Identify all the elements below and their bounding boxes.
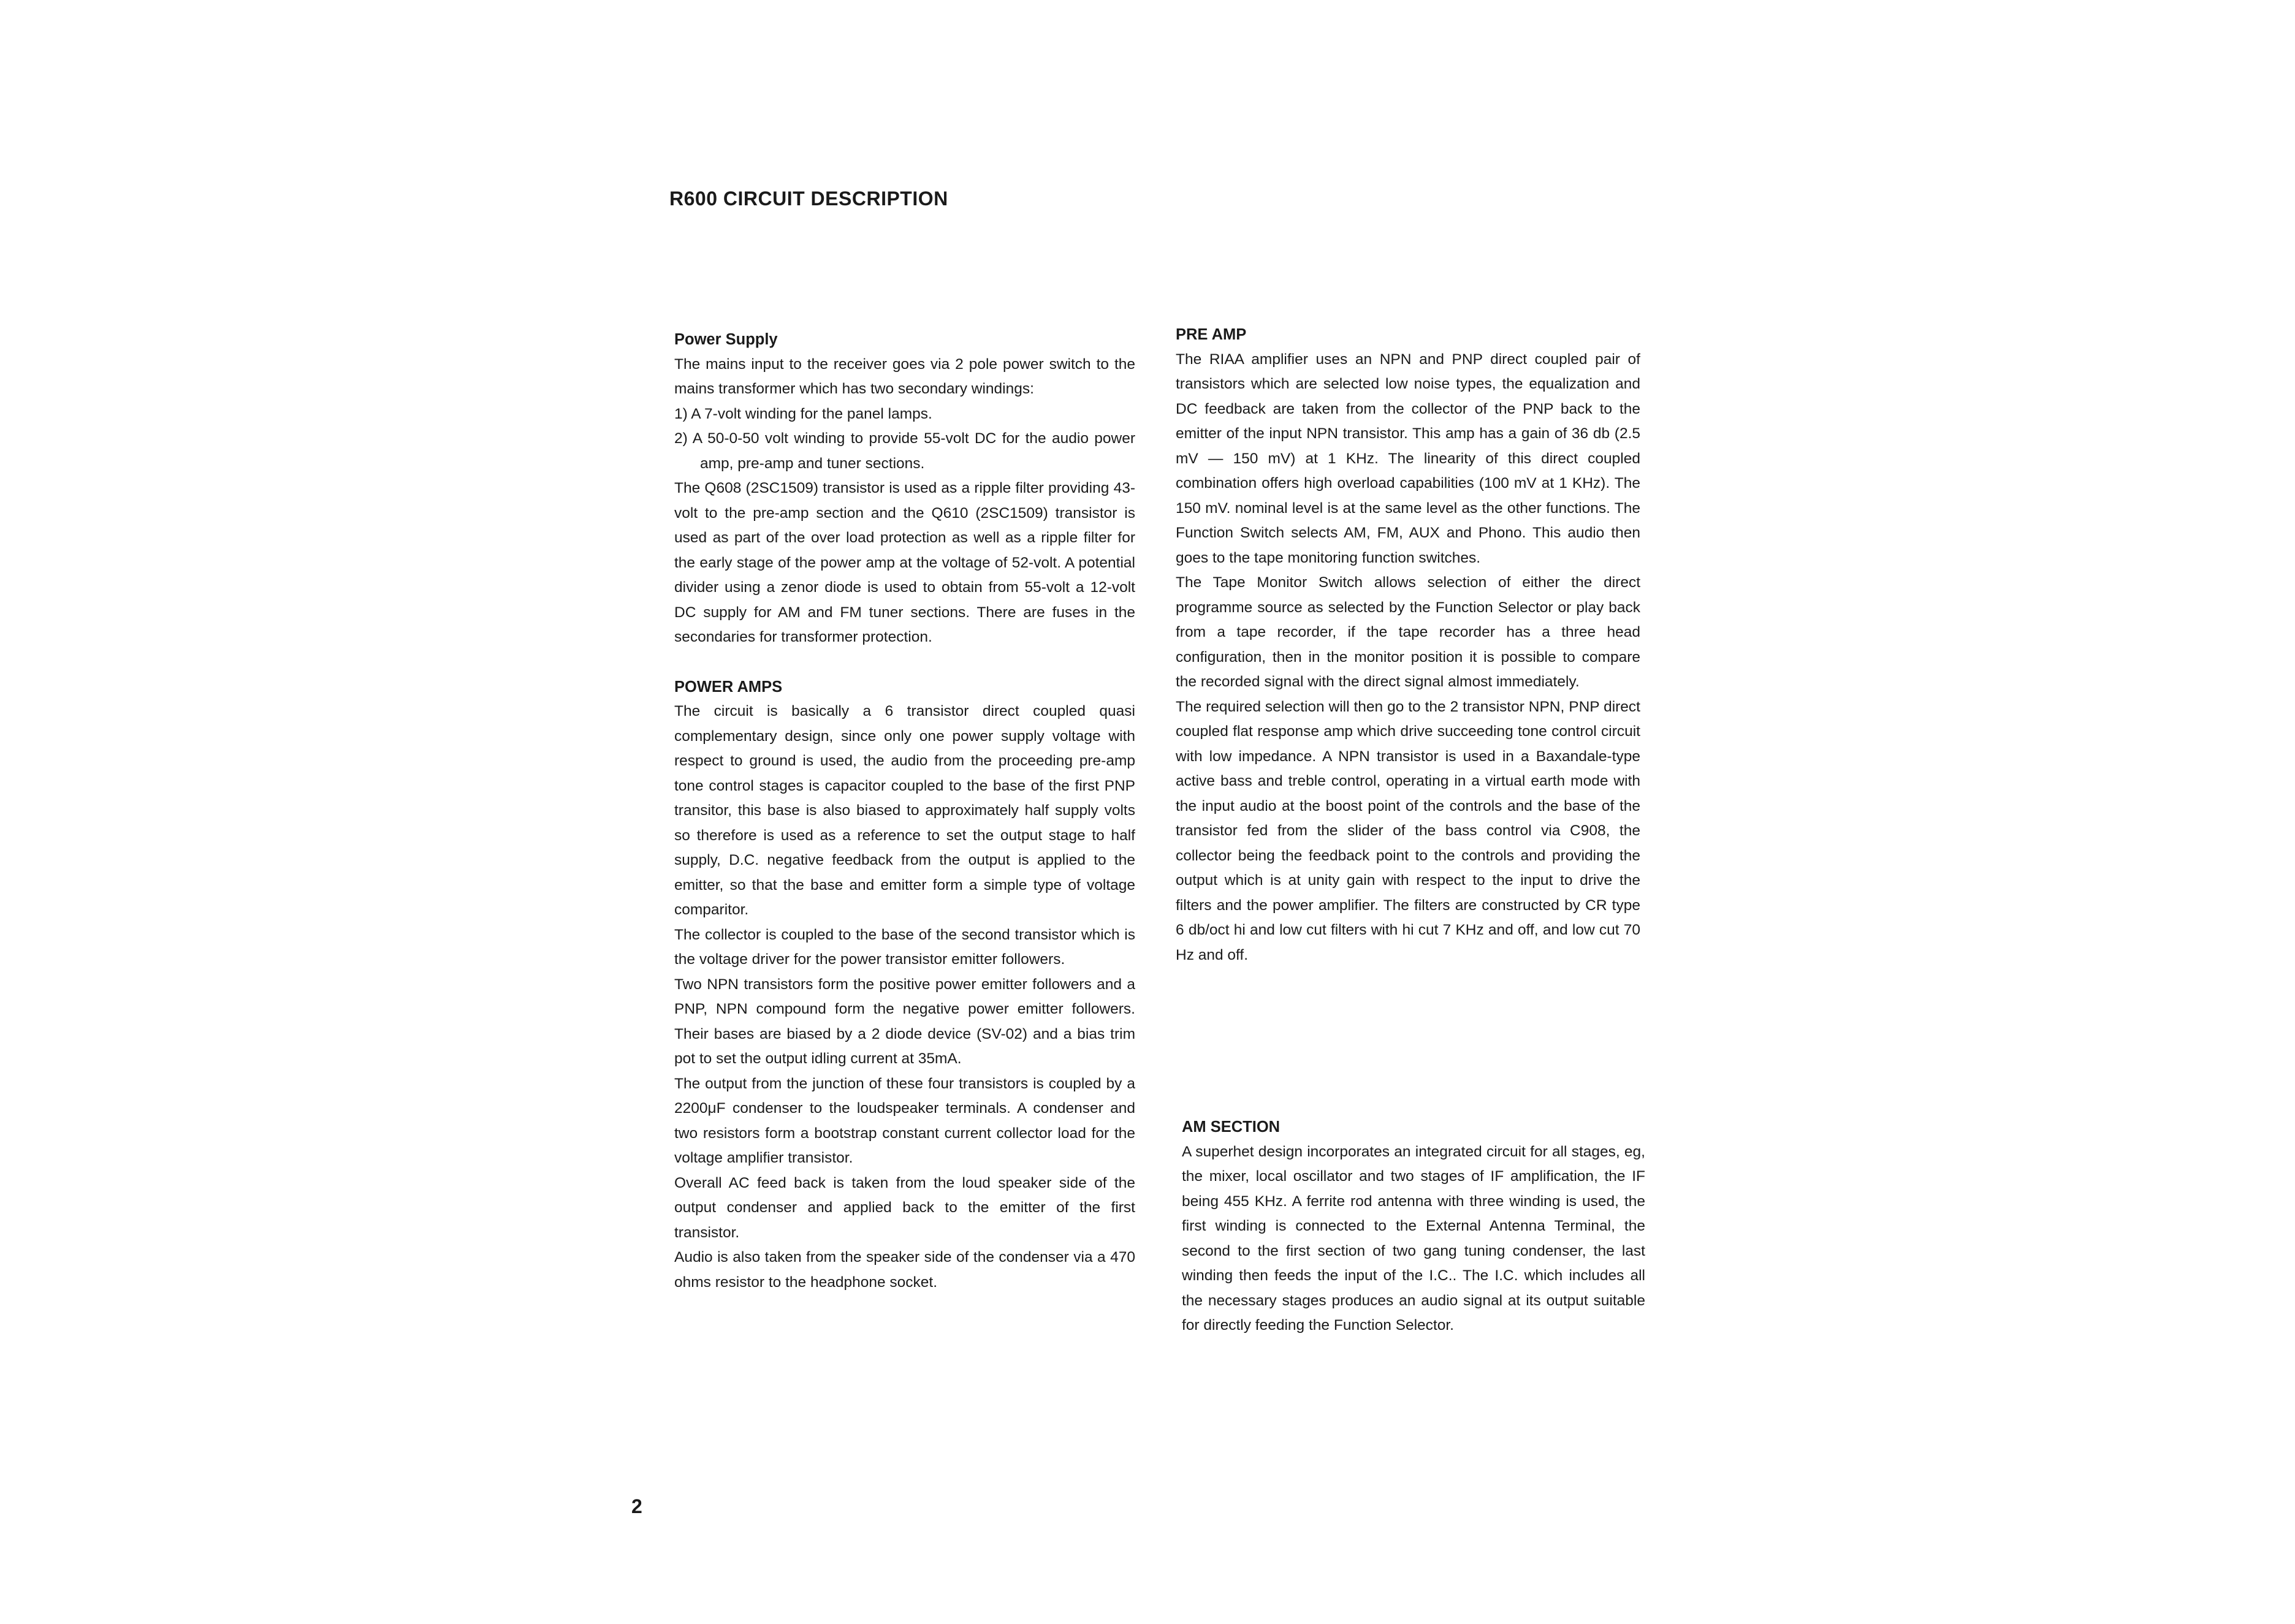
page-number: 2 xyxy=(631,1495,642,1517)
power-supply-heading: Power Supply xyxy=(674,331,778,348)
am-section xyxy=(1182,1115,1645,1338)
power-amps-paragraph-1: The circuit is basically a 6 transistor direct coupled quasi complementary design, since only one power supply voltage with respect to ground is used, the audio from the proceeding pre-amp tone control stages is capacitor coupled to the base of the first PNP transitor, this base is also biased to approximately half supply volts so therefore is used as a reference to set the output stage to half supply, D.C. negative feedback from the output is applied to the emitter, so that the base and emitter form a simple type of voltage comparitor. xyxy=(674,703,1135,918)
power-amps-paragraph-5: Overall AC feed back is taken from the loud speaker side of the output condenser and applied back to the emitter of the first transistor. xyxy=(674,1174,1135,1241)
power-amps-paragraph-4: The output from the junction of these four transistors is coupled by a 2200μF condenser to the loudspeaker terminals. A condenser and two resistors form a bootstrap constant current collector load for the voltage amplifier transistor. xyxy=(674,1075,1135,1166)
power-amps-section xyxy=(674,675,1135,1296)
pre-amp-paragraph-1: The RIAA amplifier uses an NPN and PNP direct coupled pair of transistors which are selected low noise types, the equalization and DC feedback are taken from the collector of the PNP back to the emitter of the input NPN transistor. This amp has a gain of 36 db (2.5 mV — 150 mV) at 1 KHz. The linearity of this direct coupled combination offers high overload capabilities (100 mV at 1 KHz). The 150 mV. nominal level is at the same level as the other functions. The Function Switch selects AM, FM, AUX and Phono. This audio then goes to the tape monitoring function switches. xyxy=(1176,351,1640,566)
pre-amp-paragraph-2: The Tape Monitor Switch allows selection of either the direct programme source as selected by the Function Selector or play back from a tape recorder, if the tape recorder has a three head configuration, then in the monitor position it is possible to compare the recorded signal with the direct signal almost immediately. xyxy=(1176,574,1640,690)
section-gap xyxy=(674,650,1135,675)
power-supply-body: The Q608 (2SC1509) transistor is used as a ripple filter providing 43-volt to the pre-amp section and the Q610 (2SC1509) transistor is used as part of the over load protection as well as a ripple filter for the early stage of the power amp at the voltage of 52-volt. A potential divider using a zenor diode is used to obtain from 55-volt a 12-volt DC supply for AM and FM tuner sections. There are fuses in the secondaries for transformer protection. xyxy=(674,480,1135,645)
pre-amp-section xyxy=(1176,322,1640,968)
power-amps-paragraph-3: Two NPN transistors form the positive power emitter followers and a PNP, NPN compound form the negative power emitter followers. Their bases are biased by a 2 diode device (SV-02) and a bias trim pot to set the output idling current at 35mA. xyxy=(674,976,1135,1067)
pre-amp-heading: PRE AMP xyxy=(1176,326,1247,343)
power-supply-item-1: 1) A 7-volt winding for the panel lamps. xyxy=(674,405,932,422)
power-amps-paragraph-2: The collector is coupled to the base of the second transistor which is the voltage driver for the power transistor emitter followers. xyxy=(674,926,1135,968)
am-section-paragraph-1: A superhet design incorporates an integrated circuit for all stages, eg, the mixer, local oscillator and two stages of IF amplification, the IF being 455 KHz. A ferrite rod antenna with three winding is used, the first winding is connected to the External Antenna Terminal, the second to the first section of two gang tuning condenser, the last winding then feeds the input of the I.C.. The I.C. which includes all the necessary stages produces an audio signal at its output suitable for directly feeding the Function Selector. xyxy=(1182,1143,1645,1334)
power-supply-section xyxy=(674,327,1135,650)
power-amps-heading: POWER AMPS xyxy=(674,678,783,696)
left-column xyxy=(674,327,1135,1295)
am-section-heading: AM SECTION xyxy=(1182,1118,1281,1136)
power-amps-paragraph-6: Audio is also taken from the speaker side of the condenser via a 470 ohms resistor to the headphone socket. xyxy=(674,1249,1135,1291)
right-column xyxy=(1176,322,1640,968)
pre-amp-paragraph-3: The required selection will then go to the 2 transistor NPN, PNP direct coupled flat response amp which drive succeeding tone control circuit with low impedance. A NPN transistor is used in a Baxandale-type active bass and treble control, operating in a virtual earth mode with the input audio at the boost point of the controls and the base of the transistor fed from the slider of the bass control via C908, the collector being the feedback point to the controls and providing the output which is at unity gain with respect to the input to drive the filters and the power amplifier. The filters are constructed by CR type 6 db/oct hi and low cut filters with hi cut 7 KHz and off, and low cut 70 Hz and off. xyxy=(1176,698,1640,963)
power-supply-item-2: 2) A 50-0-50 volt winding to provide 55-volt DC for the audio power amp, pre-amp and tuner sections. xyxy=(674,430,1135,472)
page-title: R600 CIRCUIT DESCRIPTION xyxy=(669,188,948,210)
power-supply-intro: The mains input to the receiver goes via 2 pole power switch to the mains transformer which has two secondary windings: xyxy=(674,355,1135,397)
